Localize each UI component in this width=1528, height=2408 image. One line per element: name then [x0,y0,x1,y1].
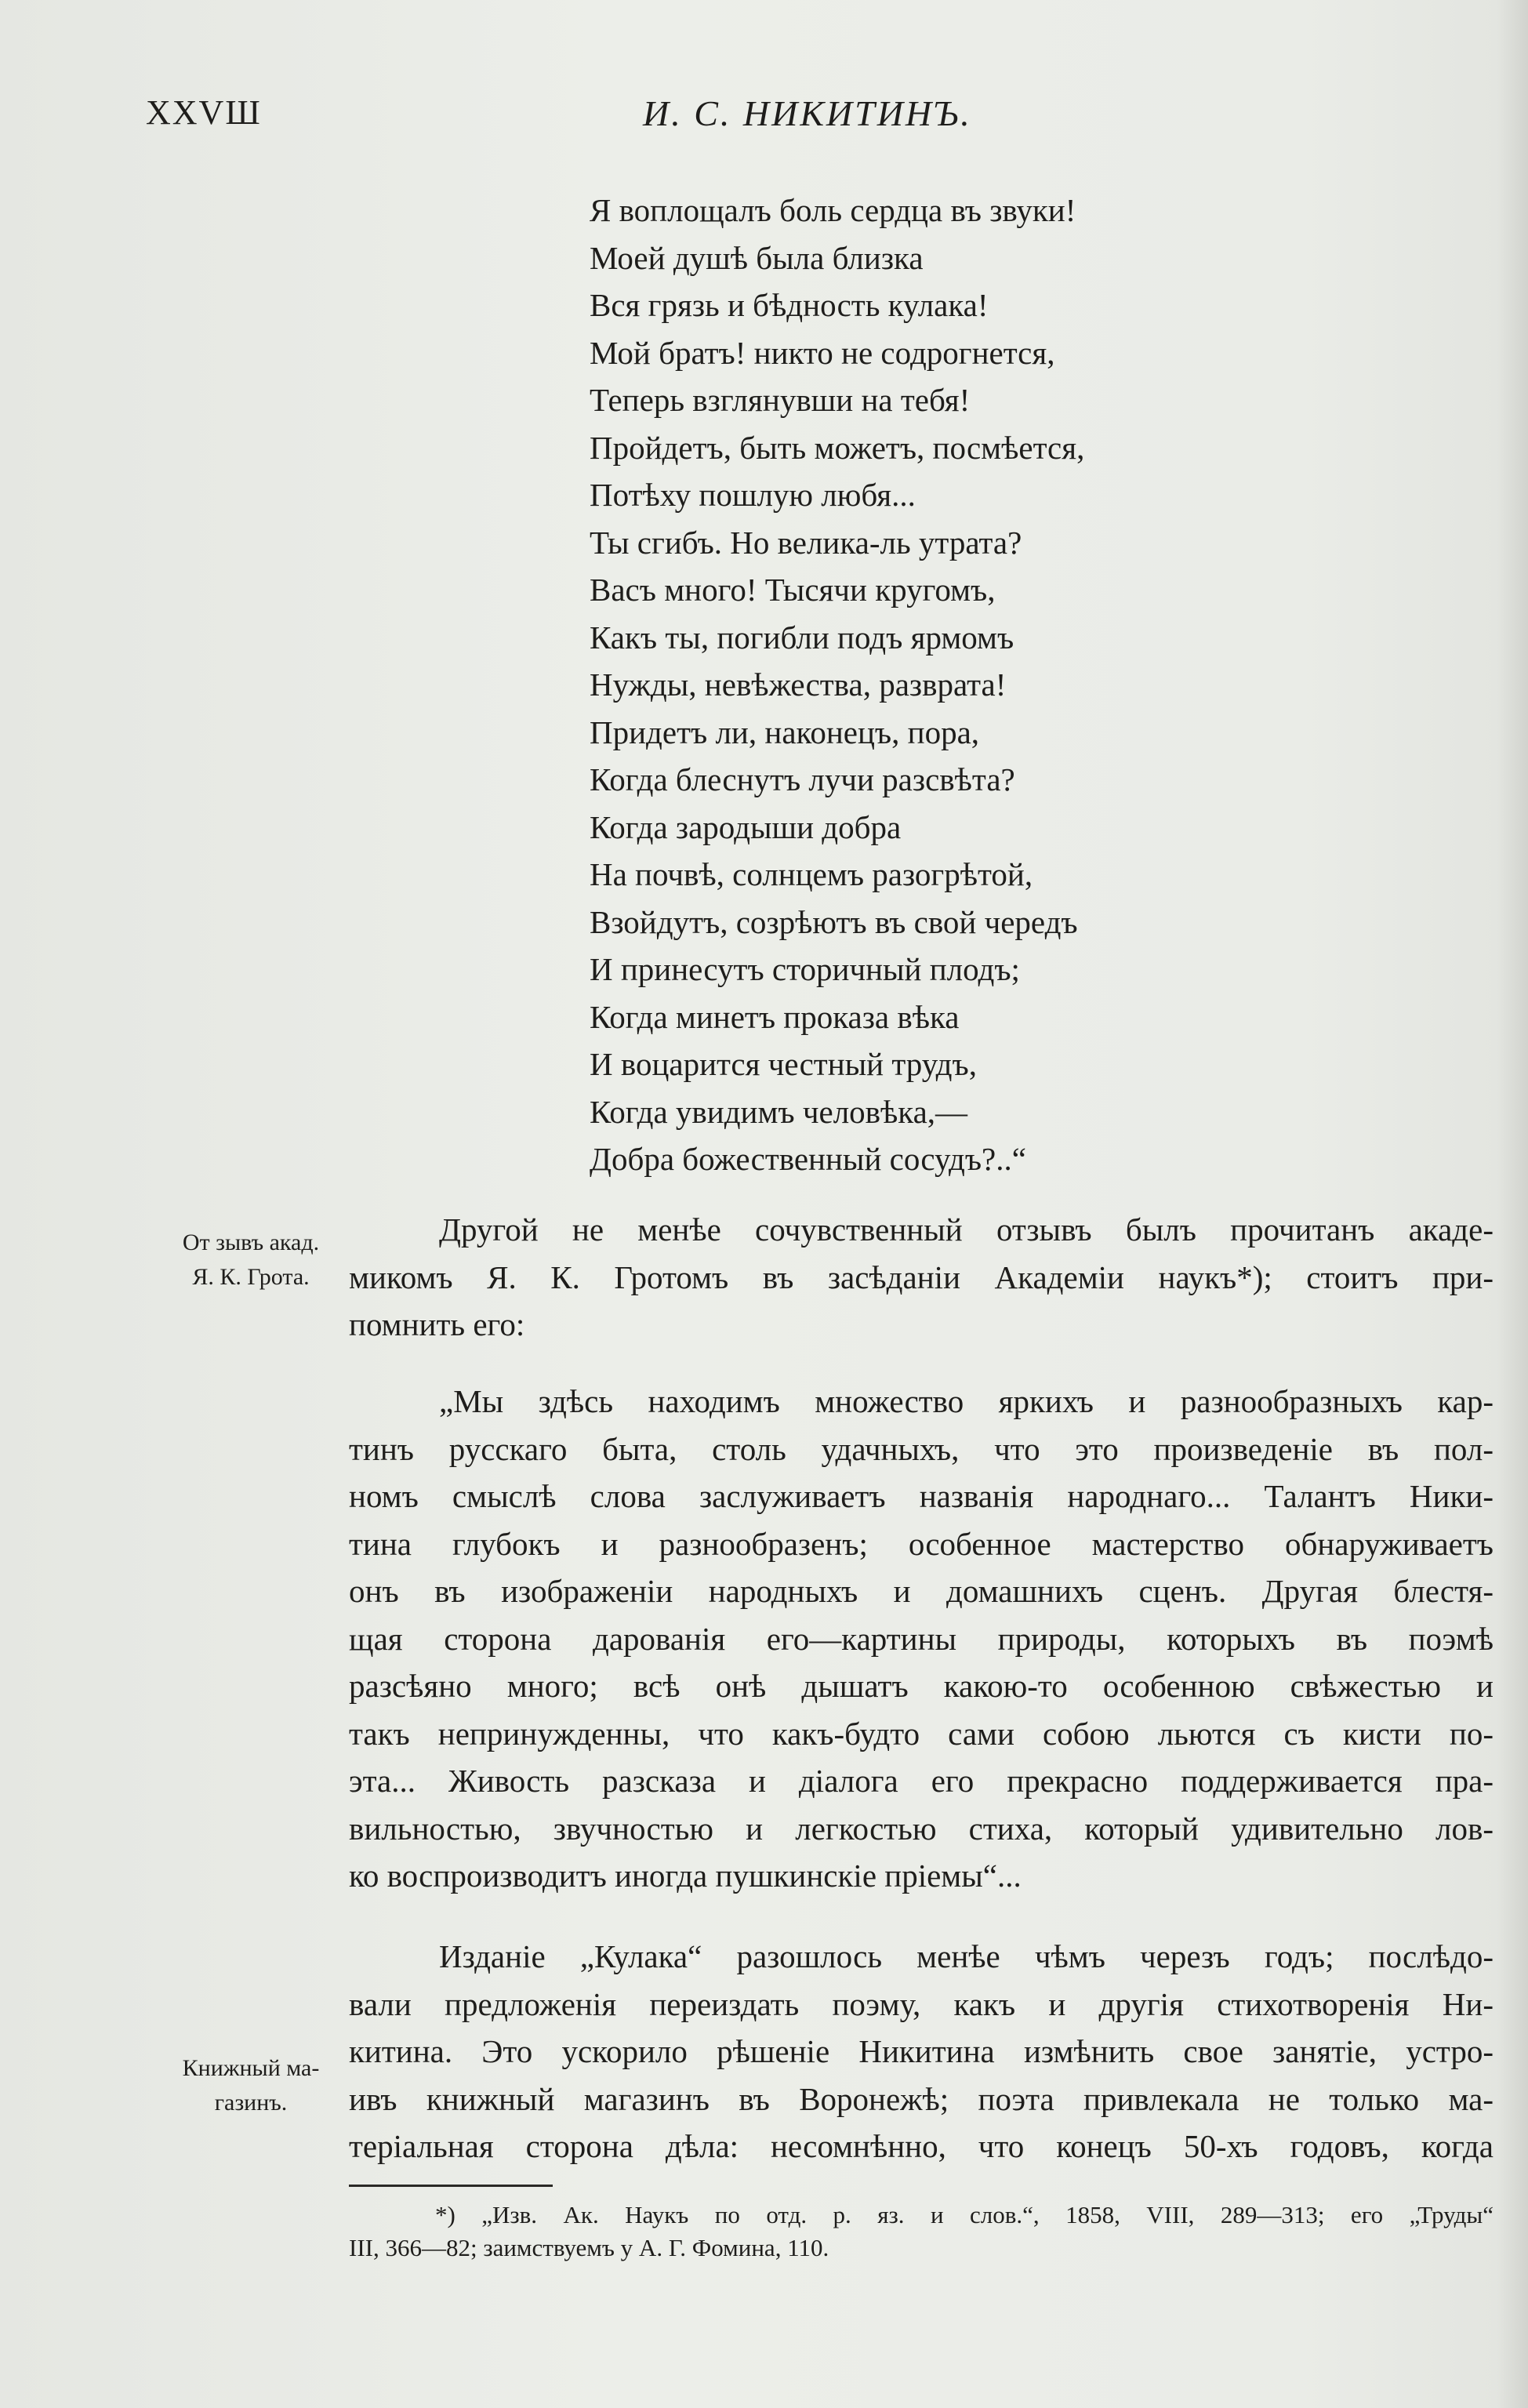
paragraph-line: ивъ книжный магазинъ въ Воронежѣ; поэта привлекала не только ма- [349,2080,1494,2117]
page-header [0,93,1528,147]
poem-line: Мой братъ! никто не содрогнется, [590,334,1055,371]
poem-line: Когда минетъ проказа вѣка [590,998,960,1035]
paragraph-grot-quote [349,1378,1494,1900]
footnote [349,2199,1494,2265]
paragraph-line: теріальная сторона дѣла: несомнѣнно, что конецъ 50-хъ годовъ, когда [349,2128,1494,2164]
poem-line: Теперь взглянувши на тебя! [590,382,971,418]
paragraph-line: тинъ русскаго быта, столь удачныхъ, что это произведеніе въ пол- [349,1430,1494,1467]
poem-line: Когда зародыши добра [590,808,902,845]
footnote-line: *) „Изв. Ак. Наукъ по отд. р. яз. и слов.“, 1858, VIII, 289—313; его „Труды“ [435,2201,1494,2228]
paragraph-line: щая сторона дарованія его—картины природы, которыхъ въ поэмѣ [349,1620,1494,1657]
poem-line: Добра божественный сосудъ?..“ [590,1141,1026,1177]
paragraph-line: Изданіе „Кулака“ разошлось менѣе чѣмъ черезъ годъ; послѣдо- [439,1938,1494,1974]
margin-note-line: газинъ. [214,2090,288,2116]
paragraph-line: китина. Это ускорило рѣшеніе Никитина измѣнить свое занятіе, устро- [349,2033,1494,2069]
margin-note-line: Я. К. Грота. [192,1264,310,1290]
poem-line: Пройдетъ, быть можетъ, посмѣется, [590,429,1085,466]
paragraph-edition [349,1933,1494,2170]
poem-excerpt [590,187,1295,1183]
footnote-line: III, 366—82; заимствуемъ у А. Г. Фомина, 110. [349,2234,829,2261]
page-edge-shadow [1497,0,1528,2408]
paragraph-line: номъ смыслѣ слова заслуживаетъ названія народнаго... Талантъ Ники- [349,1478,1494,1514]
margin-note-line: Книжный ма- [182,2055,320,2081]
poem-line: Какъ ты, погибли подъ ярмомъ [590,619,1014,656]
poem-line: Взойдутъ, созрѣютъ въ свой чередъ [590,903,1078,940]
poem-line: На почвѣ, солнцемъ разогрѣтой, [590,856,1033,892]
poem-line: Вся грязь и бѣдность кулака! [590,287,989,323]
paragraph-line: помнить его: [349,1306,525,1342]
margin-note-bookshop [157,2051,345,2120]
paragraph-line: „Мы здѣсь находимъ множество яркихъ и разнообразныхъ кар- [439,1383,1494,1419]
poem-line: И воцарится честный трудъ, [590,1046,977,1082]
poem-line: Потѣху пошлую любя... [590,477,916,513]
poem-line: Нужды, невѣжества, разврата! [590,666,1007,703]
paragraph-line: разсѣяно много; всѣ онѣ дышатъ какою-то особенною свѣжестью и [349,1668,1494,1704]
paragraph-line: вали предложенія переиздать поэму, какъ и другія стихотворенія Ни- [349,1985,1494,2022]
poem-line: Моей душѣ была близка [590,239,924,276]
margin-note-line: От зывъ акад. [182,1229,320,1255]
poem-line: Когда увидимъ человѣка,— [590,1093,968,1130]
poem-line: Васъ много! Тысячи кругомъ, [590,572,996,608]
poem-line: Придетъ ли, наконецъ, пора, [590,714,980,750]
paragraph-line: тина глубокъ и разнообразенъ; особенное мастерство обнаруживаетъ [349,1525,1494,1562]
poem-line: Когда блеснутъ лучи разсвѣта? [590,761,1015,797]
paragraph-line: ко воспроизводитъ иногда пушкинскіе пріемы“... [349,1858,1022,1894]
paragraph-line: эта... Живость разсказа и діалога его прекрасно поддерживается пра- [349,1763,1494,1799]
paragraph-line: микомъ Я. К. Гротомъ въ засѣданіи Академіи наукъ*); стоитъ при- [349,1258,1494,1295]
poem-line: И принесутъ сторичный плодъ; [590,951,1020,987]
page-number: XXVШ [146,93,262,132]
paragraph-line: вильностью, звучностью и легкостью стиха, который удивительно лов- [349,1810,1494,1847]
paragraph-grot-intro [349,1206,1494,1349]
paragraph-line: онъ въ изображеніи народныхъ и домашнихъ сценъ. Другая блестя- [349,1573,1494,1609]
margin-note-grot [157,1226,345,1295]
paragraph-line: такъ непринужденны, что какъ-будто сами собою льются съ кисти по- [349,1715,1494,1752]
footnote-rule [349,2185,553,2187]
paragraph-line: Другой не менѣе сочувственный отзывъ былъ прочитанъ акаде- [439,1211,1494,1248]
poem-line: Я воплощалъ боль сердца въ звуки! [590,192,1076,228]
poem-line: Ты сгибъ. Но велика-ль утрата? [590,524,1022,561]
running-title: И. С. НИКИТИНЪ. [643,93,972,133]
